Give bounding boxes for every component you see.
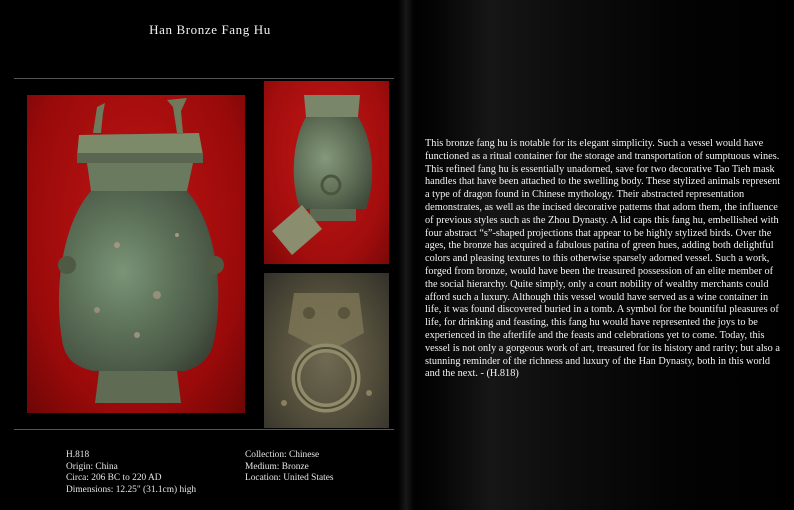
vessel-open-lid-photo[interactable]	[264, 81, 389, 264]
description-line: experienced in the afterlife and the feasts and celebrations yet to come. Today, this	[425, 329, 765, 341]
description-line: of previous styles such as the Zhou Dynasty. A lid caps this fang hu, embellished with	[425, 214, 779, 226]
description-line: ages, the bronze has acquired a fabulous patina of green hues, adding both delightful	[425, 240, 774, 252]
description-line: demonstrates, as well as the incised decorative patterns that adorn them, the influence	[425, 201, 778, 213]
description-line: handles that have been attached to the swelling body. These stylized animals represent	[425, 176, 781, 188]
description-line: This refined fang hu is essentially unadorned, save for two decorative Tao Tieh mask	[425, 163, 775, 175]
item-details	[66, 450, 196, 496]
mask-handle-detail-photo[interactable]	[264, 273, 389, 428]
collection-value: Collection: Chinese	[245, 450, 320, 460]
circa-value: Circa: 206 BC to 220 AD	[66, 473, 162, 484]
description-line: functioned as a ritual container for the storage and transportation of sumptuous wines.	[425, 150, 780, 162]
collection-details	[245, 450, 334, 485]
description-text	[425, 138, 794, 381]
dimensions-value: Dimensions: 12.25" (31.1cm) high	[66, 484, 197, 495]
main-vessel-photo[interactable]	[27, 95, 245, 413]
page-gutter	[398, 0, 414, 510]
page-title: Han Bronze Fang Hu	[149, 22, 271, 37]
vessel-illustration	[27, 95, 245, 413]
description-line: afford such a luxury. Although this vessel would have served as a wine container in	[425, 291, 769, 303]
description-line: and the next. - (H.818)	[425, 368, 519, 380]
bottom-divider	[14, 429, 394, 430]
description-line: four abstract “s”-shaped projections that appear to be highly stylized birds. Over the	[425, 227, 772, 239]
mask-handle-illustration	[264, 273, 389, 428]
description-line: This bronze fang hu is notable for its elegant simplicity. Such a vessel would have	[425, 138, 764, 149]
description-line: stunning reminder of the richness and luxury of the Han Dynasty, both in this world	[425, 355, 771, 367]
description-line: the social hierarchy. Quite simply, only a court nobility of wealthy merchants could	[425, 278, 769, 290]
description-line: forged from bronze, would have been the treasured possession of an elite member of	[425, 265, 774, 277]
medium-value: Medium: Bronze	[245, 461, 309, 472]
description-line: life, for drinking and feasting, this fang hu would have represented the joys to be	[425, 317, 758, 329]
description-line: vessel is not only a gorgeous work of art, treasured for its history and rarity; but also a	[425, 342, 780, 354]
description-line: life, it was found discovered buried in a tomb. A symbol for the bountiful pleasures of	[425, 304, 779, 316]
origin-value: Origin: China	[66, 461, 118, 472]
description-line: a type of dragon found in Chinese mythology. Their abstracted representation	[425, 189, 745, 201]
vessel-open-illustration	[264, 81, 389, 264]
top-divider	[14, 78, 394, 79]
description-line: colors and pleasing textures to this otherwise sparsely adorned vessel. Such a work,	[425, 253, 770, 265]
location-value: Location: United States	[245, 473, 334, 484]
item-id: H.818	[66, 450, 90, 460]
